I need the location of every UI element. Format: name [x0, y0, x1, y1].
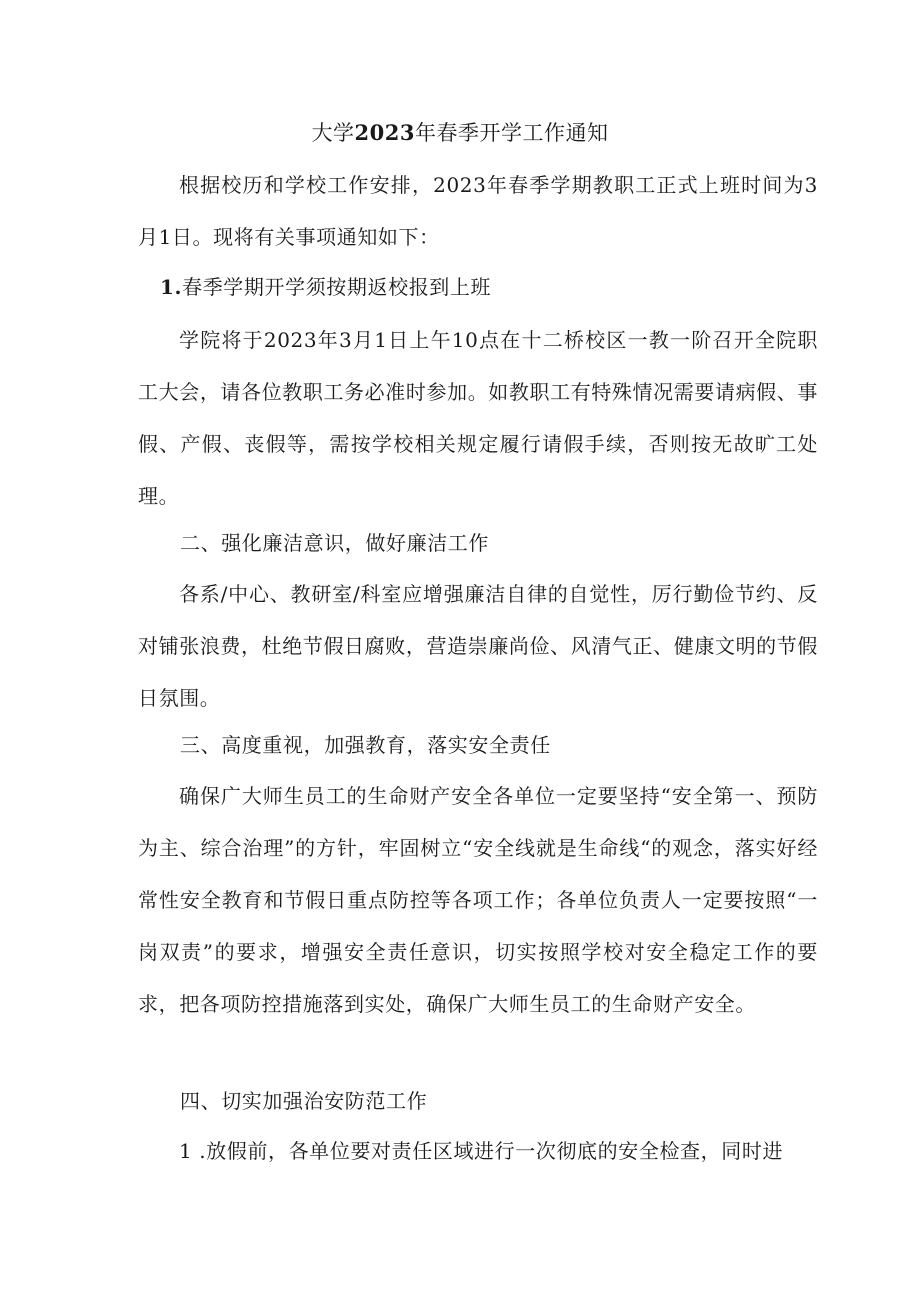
section-1-heading	[160, 272, 491, 302]
section-2-heading: 二、强化廉洁意识，做好廉洁工作	[180, 531, 489, 555]
title-suffix: 年春季开学工作通知	[414, 121, 609, 145]
section-1-number: 1.	[160, 275, 183, 299]
intro-paragraph: 根据校历和学校工作安排，2023年春季学期教职工正式上班时间为3月1日。现将有关事项通知如下：	[138, 173, 818, 249]
title-year: 2023	[354, 120, 415, 145]
section-2-body: 各系/中心、教研室/科室应增强廉洁自律的自觉性，厉行勤俭节约、反对铺张浪费，杜绝节假日腐败，营造崇廉尚俭、风清气正、健康文明的节假日氛围。	[138, 582, 818, 710]
section-3-body: 确保广大师生员工的生命财产安全各单位一定要坚持“安全第一、预防为主、综合治理”的方针，牢固树立“安全线就是生命线“的观念，落实好经常性安全教育和节假日重点防控等各项工作；各单位负责人一定要按照“一岗双责”的要求，增强安全责任意识，切实按照学校对安全稳定工作的要求，把各项防控措施落到实处，确保广大师生员工的生命财产安全。	[138, 784, 818, 1016]
title-prefix: 大学	[311, 121, 355, 145]
section-4-body: 1 .放假前，各单位要对责任区域进行一次彻底的安全检查，同时进	[179, 1139, 784, 1163]
section-1-body: 学院将于2023年3月1日上午10点在十二桥校区一教一阶召开全院职工大会，请各位教职工务必准时参加。如教职工有特殊情况需要请病假、事假、产假、丧假等，需按学校相关规定履行请假手续，否则按无故旷工处理。	[138, 328, 818, 508]
document-title	[0, 118, 920, 148]
section-3-heading: 三、高度重视，加强教育，落实安全责任	[180, 733, 551, 757]
section-4-heading: 四、切实加强治安防范工作	[180, 1089, 428, 1113]
section-1-title: 春季学期开学须按期返校报到上班	[182, 275, 492, 299]
